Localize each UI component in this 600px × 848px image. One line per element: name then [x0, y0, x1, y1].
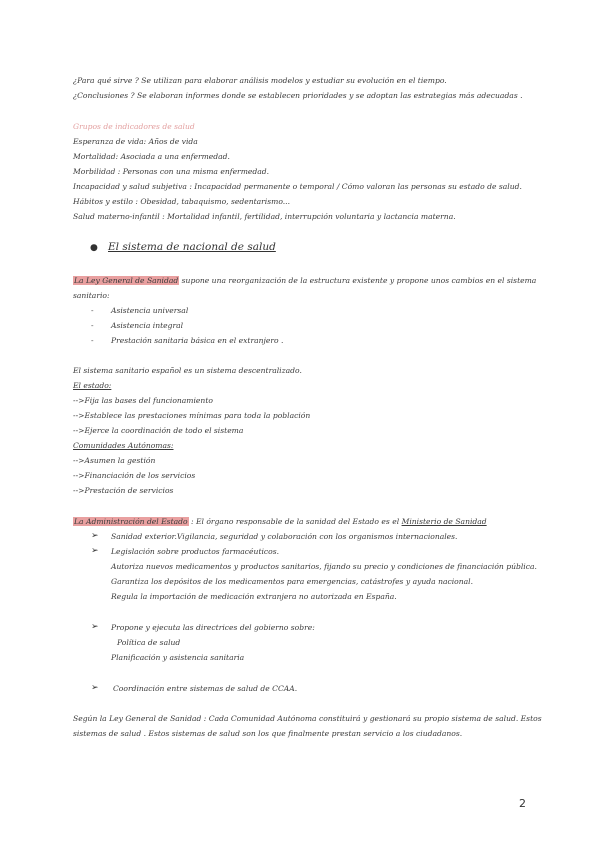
bullet-icon: ●	[90, 243, 98, 253]
indicator-item: Incapacidad y salud subjetiva : Incapacidad permanente o temporal / Cómo valoran las personas su estado de salud.	[73, 182, 522, 191]
administracion-item: Legislación sobre productos farmacéuticos.	[111, 547, 280, 556]
closing-line-2: sistemas de salud . Estos sistemas de salud son los que finalmente prestan servicio a los ciudadanos.	[73, 729, 463, 738]
ley-general-highlight: La Ley General de Sanidad	[74, 276, 179, 285]
arrow-bullet-icon: ➢	[91, 683, 99, 693]
ley-bullet: Prestación sanitaria básica en el extranjero .	[111, 336, 284, 345]
indicator-item: Salud materno-infantil : Mortalidad infantil, fertilidad, interrupción voluntaria y lactancia materna.	[73, 212, 456, 221]
estado-label: El estado:	[73, 381, 112, 390]
indicator-item: Morbilidad : Personas con una misma enfermedad.	[73, 167, 270, 176]
administracion-subitem: Planificación y asistencia sanitaria	[111, 653, 245, 662]
administracion-highlight: La Administración del Estado	[74, 517, 188, 526]
indicator-item: Mortalidad: Asociada a una enfermedad.	[73, 152, 230, 161]
ccaa-item: -->Financiación de los servicios	[73, 471, 196, 480]
administracion-line	[73, 517, 487, 527]
ley-general-line-2: sanitario:	[73, 291, 110, 300]
page-number: 2	[519, 797, 526, 810]
ministerio-link-text: Ministerio de Sanidad	[401, 517, 487, 526]
administracion-subitem: Autoriza nuevos medicamentos y productos sanitarios, fijando su precio y condiciones de financiación pública.	[111, 562, 537, 571]
dash-icon: -	[91, 321, 94, 330]
indicator-item: Hábitos y estilo : Obesidad, tabaquismo, sedentarismo...	[73, 197, 291, 206]
administracion-subitem: Política de salud	[117, 638, 181, 647]
intro-line-1: ¿Para qué sirve ? Se utilizan para elaborar análisis modelos y estudiar su evolución en el tiempo.	[73, 76, 447, 85]
ccaa-item: -->Prestación de servicios	[73, 486, 174, 495]
arrow-bullet-icon: ➢	[91, 546, 99, 556]
estado-item: -->Ejerce la coordinación de todo el sistema	[73, 426, 244, 435]
estado-item: -->Fija las bases del funcionamiento	[73, 396, 213, 405]
section-heading: El sistema de nacional de salud	[108, 241, 276, 253]
administracion-subitem: Regula la importación de medicación extranjera no autorizada en España.	[111, 592, 397, 601]
sistema-line: El sistema sanitario español es un sistema descentralizado.	[73, 366, 302, 375]
indicator-item: Esperanza de vida: Años de vida	[73, 137, 198, 146]
intro-line-2: ¿Conclusiones ? Se elaboran informes donde se establecen prioridades y se adoptan las estrategias más adecuadas .	[73, 91, 523, 100]
dash-icon: -	[91, 306, 94, 315]
closing-line-1: Según la Ley General de Sanidad : Cada Comunidad Autónoma constituirá y gestionará su propio sistema de salud. Estos	[73, 714, 542, 723]
ley-bullet: Asistencia integral	[111, 321, 184, 330]
administracion-item: Coordinación entre sistemas de salud de CCAA.	[113, 684, 298, 693]
arrow-bullet-icon: ➢	[91, 531, 99, 541]
arrow-bullet-icon: ➢	[91, 622, 99, 632]
ley-general-rest: supone una reorganización de la estructura existente y propone unos cambios en el sistema	[179, 276, 537, 285]
administracion-item: Propone y ejecuta las directrices del gobierno sobre:	[111, 623, 315, 632]
indicators-title: Grupos de indicadores de salud	[73, 122, 195, 131]
administracion-middle: : El órgano responsable de la sanidad del Estado es el	[188, 517, 402, 526]
administracion-subitem: Garantiza los depósitos de los medicamentos para emergencias, catástrofes y ayuda nacional.	[111, 577, 474, 586]
ley-general-line-1	[73, 276, 536, 286]
ccaa-item: -->Asumen la gestión	[73, 456, 156, 465]
ccaa-label: Comunidades Autónomas:	[73, 441, 174, 450]
dash-icon: -	[91, 336, 94, 345]
estado-item: -->Establece las prestaciones mínimas para toda la población	[73, 411, 311, 420]
administracion-item: Sanidad exterior.Vigilancia, seguridad y colaboración con los organismos internacionales.	[111, 532, 458, 541]
ley-bullet: Asistencia universal	[111, 306, 189, 315]
